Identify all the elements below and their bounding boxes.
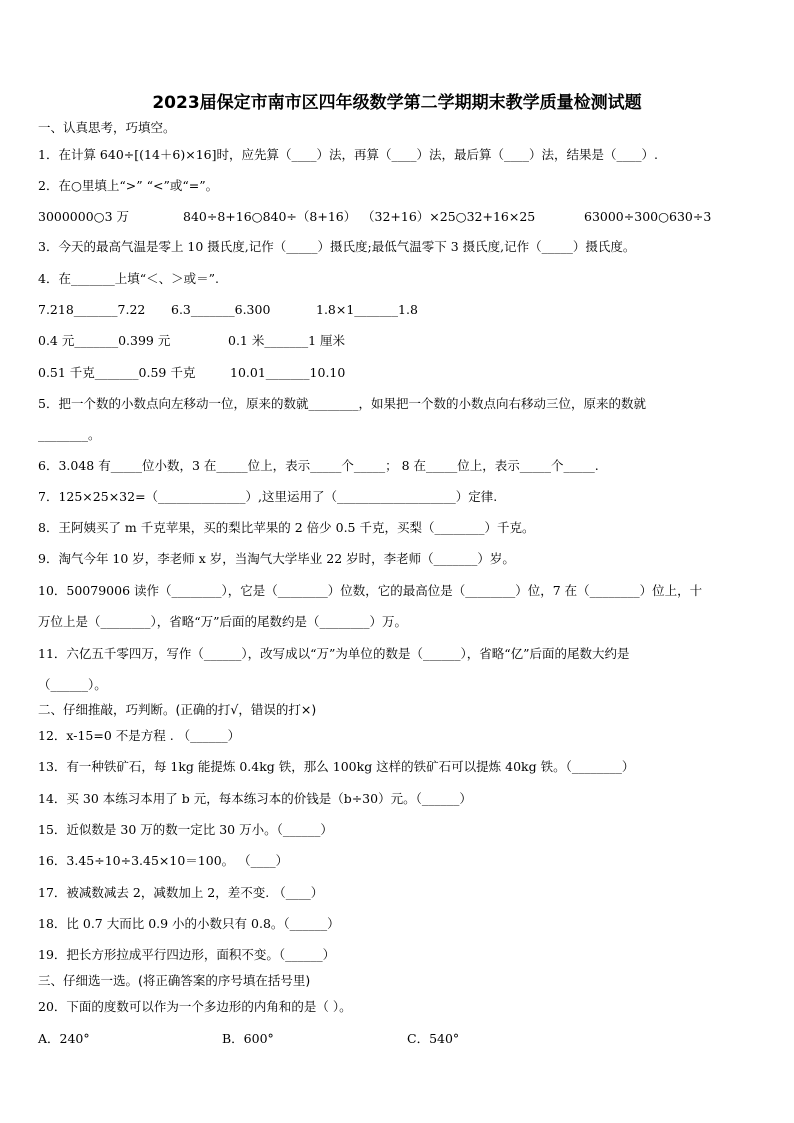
q2-item-2: 840÷8+16○840÷（8+16） xyxy=(183,209,357,224)
q4-r2-c1: 0.4 元_______0.399 元 xyxy=(38,333,171,348)
question-18: 18．比 0.7 大而比 0.9 小的小数只有 0.8。（______） xyxy=(38,916,340,931)
question-7: 7．125×25×32=（______________）,这里运用了（___________________）定律. xyxy=(38,489,498,504)
section-heading-2: 二、仔细推敲，巧判断。(正确的打√，错误的打×) xyxy=(38,702,317,717)
question-11-line2: （______）。 xyxy=(38,677,107,692)
question-10-line2: 万位上是（________），省略“万”后面的尾数约是（________）万。 xyxy=(38,614,408,629)
page-title: 2023届保定市南市区四年级数学第二学期期末教学质量检测试题 xyxy=(152,93,642,113)
question-16: 16．3.45÷10÷3.45×10＝100。 （____） xyxy=(38,853,289,868)
section-heading-3: 三、仔细选一选。(将正确答案的序号填在括号里) xyxy=(38,973,311,988)
q4-r3-c1: 0.51 千克_______0.59 千克 xyxy=(38,365,196,380)
question-4: 4．在_______上填“＜、＞或＝”. xyxy=(38,271,219,286)
question-10-line1: 10．50079006 读作（________），它是（________）位数，它的最高位是（________）位，7 在（________）位上，十 xyxy=(38,583,703,598)
q4-r1-c1: 7.218_______7.22 xyxy=(38,302,146,317)
section-heading-1: 一、认真思考，巧填空。 xyxy=(38,120,176,135)
q20-option-a: A．240° xyxy=(38,1031,90,1046)
q4-r1-c3: 1.8×1_______1.8 xyxy=(316,302,418,317)
question-15: 15．近似数是 30 万的数一定比 30 万小。（______） xyxy=(38,822,333,837)
question-13: 13．有一种铁矿石，每 1kg 能提炼 0.4kg 铁，那么 100kg 这样的铁矿石可以提炼 40kg 铁。（________） xyxy=(38,759,635,774)
question-12: 12．x-15=0 不是方程 . （______） xyxy=(38,728,241,743)
q4-r3-c2: 10.01_______10.10 xyxy=(230,365,346,380)
question-20: 20．下面的度数可以作为一个多边形的内角和的是（ ）。 xyxy=(38,999,352,1014)
question-5-line2: ________。 xyxy=(38,427,101,442)
question-14: 14．买 30 本练习本用了 b 元，每本练习本的价钱是（b÷30）元。（______） xyxy=(38,791,472,806)
question-17: 17．被减数减去 2，减数加上 2，差不变. （____） xyxy=(38,885,324,900)
question-5-line1: 5．把一个数的小数点向左移动一位，原来的数就________，如果把一个数的小数点向右移动三位，原来的数就 xyxy=(38,396,646,411)
question-9: 9．淘气今年 10 岁，李老师 x 岁，当淘气大学毕业 22 岁时，李老师（_______）岁。 xyxy=(38,551,515,566)
question-11-line1: 11．六亿五千零四万，写作（______），改写成以“万”为单位的数是（______），省略“亿”后面的尾数大约是 xyxy=(38,646,630,661)
q2-item-4: 63000÷300○630÷3 xyxy=(584,209,712,224)
question-3: 3．今天的最高气温是零上 10 摄氏度,记作（_____）摄氏度;最低气温零下 3 摄氏度,记作（_____）摄氏度。 xyxy=(38,239,636,254)
q2-item-3: （32+16）×25○32+16×25 xyxy=(362,209,536,224)
question-1: 1．在计算 640÷[(14＋6)×16]时，应先算（____）法，再算（____）法，最后算（____）法，结果是（____）. xyxy=(38,147,658,162)
q20-option-b: B．600° xyxy=(222,1031,274,1046)
question-6: 6．3.048 有_____位小数，3 在_____位上，表示_____个_____； 8 在_____位上，表示_____个_____. xyxy=(38,458,599,473)
q2-item-1: 3000000○3 万 xyxy=(38,209,130,224)
question-19: 19．把长方形拉成平行四边形，面积不变。（______） xyxy=(38,947,336,962)
question-8: 8．王阿姨买了 m 千克苹果，买的梨比苹果的 2 倍少 0.5 千克，买梨（________）千克。 xyxy=(38,520,535,535)
q4-r2-c2: 0.1 米_______1 厘米 xyxy=(228,333,346,348)
question-2: 2．在○里填上“>” “<”或“=”。 xyxy=(38,178,219,193)
q20-option-c: C．540° xyxy=(407,1031,460,1046)
q4-r1-c2: 6.3_______6.300 xyxy=(171,302,271,317)
